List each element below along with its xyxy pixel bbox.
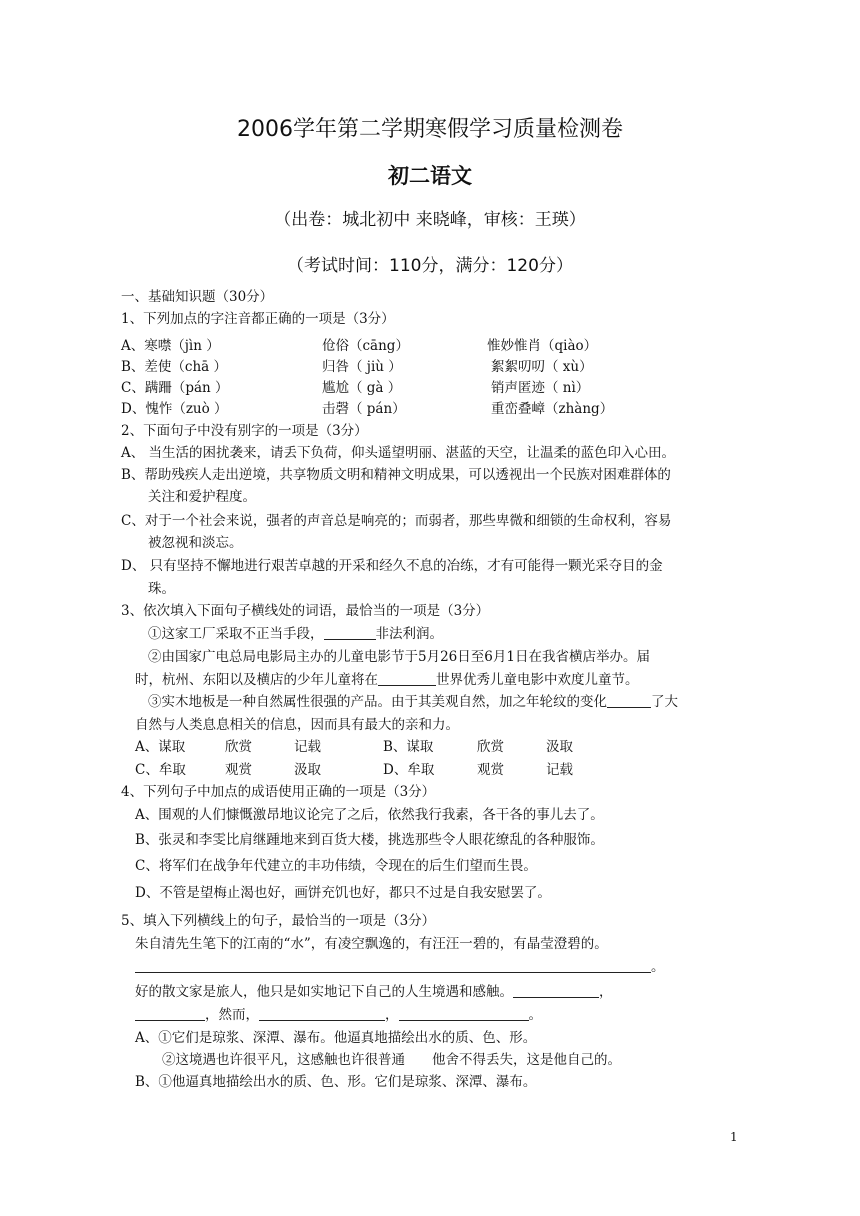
q2-option-b: B、帮助残疾人走出逆境，共享物质文明和精神文明成果，可以透视出一个民族对困难群体的 [121, 467, 671, 483]
q1-option-b-1: B、差使（chā ） [121, 359, 228, 375]
q4-option-b: B、张灵和李雯比肩继踵地来到百货大楼，挑选那些令人眼花缭乱的各种服饰。 [135, 832, 604, 848]
q5-answer-line-2 [135, 1006, 542, 1024]
q5-period: 。 [651, 959, 665, 975]
q3-option-c-2: 观赏 [225, 762, 252, 778]
q5-option-a-cont: ②这境遇也许很平凡，这感触也许很普通 他舍不得丢失，这是他自己的。 [162, 1052, 621, 1068]
q2-option-c: C、对于一个社会来说，强者的声音总是响亮的；而弱者，那些卑微和细锁的生命权利，容易 [121, 513, 672, 529]
q4-stem: 4、下列句子中加点的成语使用正确的一项是（3分） [121, 784, 436, 800]
q5-comma: ， [599, 984, 613, 1000]
exam-subtitle: 初二语文 [388, 164, 472, 188]
q1-option-a-3: 惟妙惟肖（qiào） [487, 338, 598, 354]
q5-passage-2-text: 好的散文家是旅人，他只是如实地记下自己的人生境遇和感触。 [135, 984, 513, 1000]
q5-blank-1 [135, 958, 651, 973]
q2-stem: 2、下面句子中没有别字的一项是（3分） [121, 423, 368, 439]
q5-option-b: B、①他逼真地描绘出水的质、色、形。它们是琼浆、深潭、瀑布。 [135, 1074, 537, 1090]
q2-option-a: A、 当生活的困扰袭来，请丢下负荷，仰头遥望明丽、湛蓝的天空，让温柔的蓝色印入心田。 [121, 445, 676, 461]
q2-option-d: D、 只有坚持不懈地进行艰苦卓越的开采和经久不息的冶练，才有可能得一颗光采夺目的金 [121, 558, 663, 574]
q3-sentence-3-end: 了大 [651, 694, 678, 710]
q1-option-c-3: 销声匿迹（ nì） [491, 380, 590, 396]
q3-blank-3 [607, 693, 651, 708]
q1-option-c-1: C、蹒跚（pán ） [121, 380, 229, 396]
q3-blank-2 [378, 671, 436, 686]
q3-option-a-2: 欣赏 [225, 739, 252, 755]
q3-option-b: B、谋取 [383, 739, 434, 755]
q5-comma-2: ， [385, 1007, 399, 1023]
q5-passage-1: 朱自清先生笔下的江南的“水”，有凌空飘逸的，有汪汪一碧的，有晶莹澄碧的。 [135, 936, 608, 952]
exam-info: （考试时间：110分，满分：120分） [287, 256, 573, 276]
q1-option-a-1: A、寒噤（jìn ） [121, 338, 220, 354]
q1-option-d-1: D、愧怍（zuò ） [121, 401, 228, 417]
q3-sentence-1 [148, 625, 443, 643]
q3-sentence-1-end: 非法利润。 [375, 626, 443, 642]
q1-option-d-3: 重峦叠嶂（zhàng） [491, 401, 614, 417]
q3-sentence-2-cont [135, 671, 639, 689]
q3-option-d-3: 记载 [546, 762, 573, 778]
q5-period-2: 。 [528, 1007, 542, 1023]
q1-stem: 1、下列加点的字注音都正确的一项是（3分） [121, 311, 395, 327]
q3-sentence-2: ②由国家广电总局电影局主办的儿童电影节于5月26日至6月1日在我省横店举办。届 [148, 649, 650, 665]
q3-option-c-3: 汲取 [294, 762, 321, 778]
q3-option-a: A、谋取 [135, 739, 186, 755]
q4-option-c: C、将军们在战争年代建立的丰功伟绩，令现在的后生们望而生畏。 [135, 858, 537, 874]
q3-option-b-2: 欣赏 [477, 739, 504, 755]
q5-stem: 5、填入下列横线上的句子，最恰当的一项是（3分） [121, 913, 436, 929]
q4-option-d: D、不管是望梅止渴也好，画饼充饥也好，都只不过是自我安慰罢了。 [135, 885, 551, 901]
q2-option-d-cont: 珠。 [148, 581, 175, 597]
q1-option-d-2: 击磬（ pán） [322, 401, 406, 417]
q5-blank-3 [135, 1006, 205, 1021]
q2-option-b-cont: 关注和爱护程度。 [148, 489, 256, 505]
q3-sentence-2-text: 时，杭州、东阳以及横店的少年儿童将在 [135, 672, 378, 688]
q5-option-a: A、①它们是琼浆、深潭、瀑布。他逼真地描绘出水的质、色、形。 [135, 1030, 537, 1046]
q5-answer-line-1 [135, 958, 665, 976]
q1-option-b-2: 归咎（ jiù ） [322, 359, 402, 375]
q5-passage-2 [135, 983, 613, 1001]
q5-however: ，然而， [205, 1007, 259, 1023]
q4-option-a: A、围观的人们慷慨激昂地议论完了之后，依然我行我素，各干各的事儿去了。 [135, 807, 604, 823]
q5-blank-4 [259, 1006, 385, 1021]
q5-blank-2 [513, 983, 599, 998]
author-line: （出卷：城北初中 来晓峰，审核：王瑛） [274, 210, 586, 230]
q3-sentence-3-cont: 自然与人类息息相关的信息，因而具有最大的亲和力。 [135, 717, 459, 733]
q2-option-c-cont: 被忽视和淡忘。 [148, 535, 243, 551]
q1-option-c-2: 尴尬（ gà ） [322, 380, 402, 396]
q3-sentence-2-end: 世界优秀儿童电影中欢度儿童节。 [436, 672, 639, 688]
page-number: 1 [730, 1130, 738, 1144]
section-heading: 一、基础知识题（30分） [121, 289, 274, 305]
q3-blank-1 [324, 625, 376, 640]
q1-option-b-3: 絮絮叨叨（ xù） [491, 359, 593, 375]
q1-option-a-2: 伧俗（cāng） [322, 338, 409, 354]
q3-option-c: C、牟取 [135, 762, 186, 778]
q3-option-d: D、牟取 [383, 762, 435, 778]
q3-sentence-3-text: ③实木地板是一种自然属性很强的产品。由于其美观自然，加之年轮纹的变化 [148, 694, 607, 710]
q3-sentence-3 [148, 693, 678, 711]
q3-option-a-3: 记载 [294, 739, 321, 755]
q3-option-b-3: 汲取 [546, 739, 573, 755]
q5-blank-5 [399, 1006, 529, 1021]
exam-title: 2006学年第二学期寒假学习质量检测卷 [237, 117, 623, 142]
q3-option-d-2: 观赏 [477, 762, 504, 778]
q3-sentence-1-text: ①这家工厂采取不正当手段， [148, 626, 324, 642]
q3-stem: 3、依次填入下面句子横线处的词语，最恰当的一项是（3分） [121, 603, 490, 619]
